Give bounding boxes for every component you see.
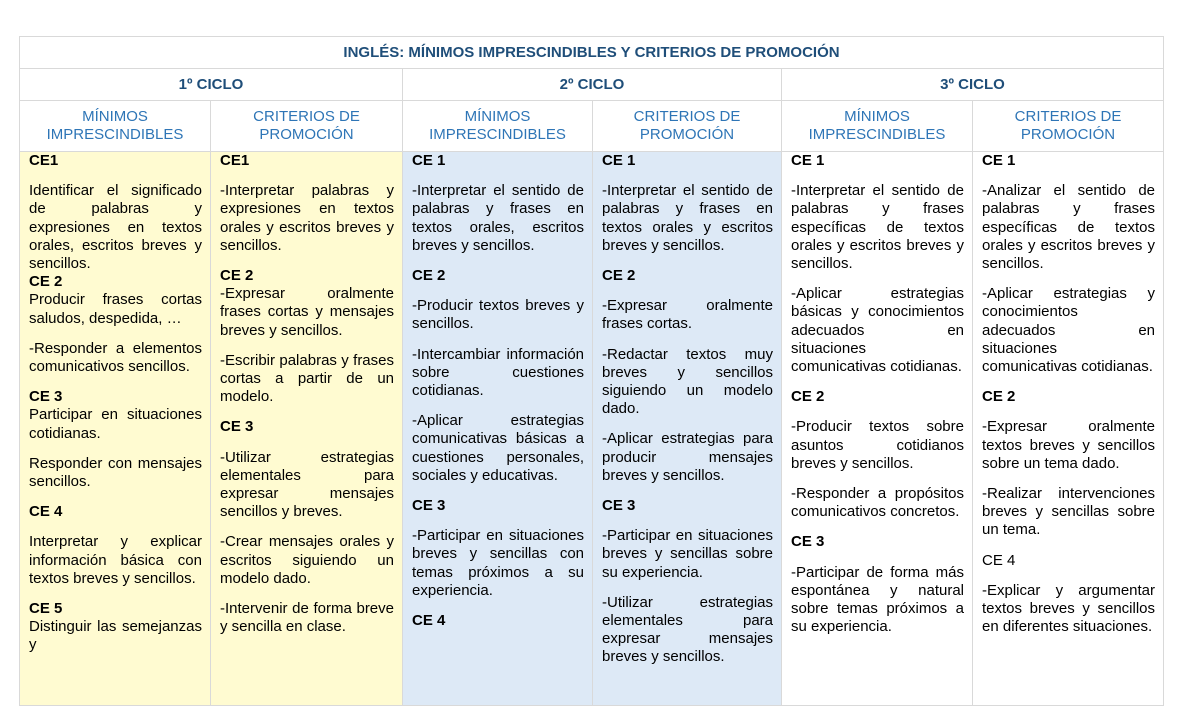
spacer	[412, 485, 584, 497]
spacer	[412, 255, 584, 267]
criterion-heading: CE 2	[982, 388, 1016, 406]
spacer	[982, 376, 1155, 388]
subhead-minimos: MÍNIMOS IMPRESCINDIBLES	[782, 101, 973, 152]
spacer	[220, 340, 394, 352]
spacer	[791, 273, 964, 285]
criterion-text: -Aplicar estrategias comunicativas básicas a cuestiones personales, sociales y educativas.	[412, 412, 584, 484]
criterion-text: -Participar en situaciones breves y sencillas sobre su experiencia.	[602, 527, 773, 581]
criterion-heading: CE 2	[29, 273, 63, 291]
criterion-heading: CE 4	[412, 612, 446, 630]
spacer	[791, 473, 964, 485]
spacer	[602, 285, 773, 297]
criterion-text: Participar en situaciones cotidianas.	[29, 406, 202, 442]
document-title: INGLÉS: MÍNIMOS IMPRESCINDIBLES Y CRITERIOS DE PROMOCIÓN	[20, 37, 1164, 69]
spacer	[29, 521, 202, 533]
criterion-heading: CE 3	[602, 497, 636, 515]
criterion-heading: CE 2	[602, 267, 636, 285]
criterion-heading: CE1	[220, 152, 250, 169]
cell-content	[20, 152, 210, 705]
cycle-1-header: 1º CICLO	[20, 69, 403, 101]
cell-content	[973, 152, 1163, 705]
spacer	[982, 406, 1155, 418]
criterion-heading: CE 4	[982, 551, 1016, 569]
spacer	[29, 491, 202, 503]
criterion-text: -Aplicar estrategias y conocimientos adecuados en situaciones comunicativas cotidianas.	[982, 285, 1156, 376]
spacer	[791, 170, 964, 182]
subhead-criterios: CRITERIOS DE PROMOCIÓN	[211, 101, 403, 152]
criterion-heading: CE 1	[982, 152, 1016, 169]
criterion-text: -Intercambiar información sobre cuestiones cotidianas.	[412, 345, 584, 400]
spacer	[602, 418, 773, 430]
spacer	[602, 485, 773, 497]
criterion-text: -Utilizar estrategias elementales para expresar mensajes breves y sencillos.	[602, 593, 773, 666]
criterion-text: -Realizar intervenciones breves y sencillas sobre un tema.	[982, 485, 1156, 539]
criterion-text: -Interpretar palabras y expresiones en textos orales y escritos breves y sencillos.	[220, 182, 394, 254]
criterion-text: -Analizar el sentido de palabras y frases específicas de textos orales y escritos breves y sencillos.	[982, 182, 1156, 273]
spacer	[220, 437, 394, 449]
criterion-text: -Producir textos breves y sencillos.	[412, 297, 584, 333]
subhead-minimos: MÍNIMOS IMPRESCINDIBLES	[403, 101, 593, 152]
cell-content	[211, 152, 402, 705]
criterion-text: -Responder a propósitos comunicativos concretos.	[791, 485, 964, 521]
spacer	[602, 515, 773, 527]
criterion-text: Distinguir las semejanzas y	[29, 618, 202, 654]
subhead-criterios: CRITERIOS DE PROMOCIÓN	[593, 101, 782, 152]
criterion-heading: CE 3	[220, 418, 254, 436]
cycle-1-minimos-cell	[20, 152, 211, 706]
spacer	[29, 328, 202, 340]
criterion-text: -Participar de forma más espontánea y natural sobre temas próximos a su experiencia.	[791, 563, 964, 636]
spacer	[412, 334, 584, 346]
spacer	[982, 570, 1155, 582]
spacer	[602, 170, 773, 182]
criterion-text: -Interpretar el sentido de palabras y frases en textos orales, escritos breves y sencillos.	[412, 182, 584, 254]
cycle-3-header: 3º CICLO	[782, 69, 1164, 101]
spacer	[220, 521, 394, 533]
spacer	[982, 273, 1155, 285]
spacer	[412, 285, 584, 297]
spacer	[412, 600, 584, 612]
criterion-text: Identificar el significado de palabras y expresiones en textos orales, escritos breves y sencillos.	[29, 182, 202, 273]
criterion-text: -Producir textos sobre asuntos cotidianos breves y sencillos.	[791, 418, 964, 472]
spacer	[982, 540, 1155, 552]
criterion-text: -Aplicar estrategias para producir mensajes breves y sencillos.	[602, 430, 773, 484]
criterion-text: -Crear mensajes orales y escritos siguiendo un modelo dado.	[220, 533, 394, 587]
spacer	[29, 376, 202, 388]
criterion-text: Interpretar y explicar información básica con textos breves y sencillos.	[29, 533, 202, 587]
spacer	[220, 255, 394, 267]
criterion-text: -Responder a elementos comunicativos sencillos.	[29, 339, 202, 376]
criterion-text: Responder con mensajes sencillos.	[29, 454, 202, 491]
criterion-text: -Redactar textos muy breves y sencillos siguiendo un modelo dado.	[602, 345, 773, 418]
spacer	[412, 400, 584, 412]
criterion-heading: CE 5	[29, 600, 63, 618]
spacer	[602, 334, 773, 346]
criterion-heading: CE 2	[220, 267, 254, 285]
spacer	[982, 473, 1155, 485]
spacer	[220, 588, 394, 600]
cycle-2-header: 2º CICLO	[403, 69, 782, 101]
criterion-heading: CE 1	[412, 152, 446, 169]
cell-content	[403, 152, 592, 705]
criterion-text: -Explicar y argumentar textos breves y sencillos en diferentes situaciones.	[982, 581, 1156, 636]
criterion-heading: CE 2	[412, 267, 446, 285]
spacer	[791, 552, 964, 564]
spacer	[602, 255, 773, 267]
criteria-table	[19, 36, 1164, 706]
cycle-2-minimos-cell	[403, 152, 593, 706]
criterion-heading: CE 3	[29, 388, 63, 406]
criterion-heading: CE 2	[791, 388, 825, 406]
cycle-3-minimos-cell	[782, 152, 973, 706]
spacer	[412, 170, 584, 182]
spacer	[29, 170, 202, 182]
spacer	[982, 170, 1155, 182]
criterion-text: -Interpretar el sentido de palabras y frases en textos orales y escritos breves y sencillos.	[602, 182, 773, 254]
criterion-heading: CE 4	[29, 503, 63, 521]
criterion-text: -Utilizar estrategias elementales para expresar mensajes sencillos y breves.	[220, 448, 394, 521]
cycle-2-criterios-cell	[593, 152, 782, 706]
spacer	[29, 443, 202, 455]
criterion-text: -Expresar oralmente frases cortas.	[602, 297, 773, 333]
criterion-heading: CE 3	[412, 497, 446, 515]
spacer	[791, 406, 964, 418]
criterion-text: -Expresar oralmente frases cortas y mensajes breves y sencillos.	[220, 285, 394, 339]
spacer	[791, 521, 964, 533]
criterion-text: Producir frases cortas saludos, despedida, …	[29, 291, 202, 327]
criterion-heading: CE 3	[791, 533, 825, 551]
criterion-text: -Interpretar el sentido de palabras y frases específicas de textos orales y escritos breves y sencillos.	[791, 182, 964, 273]
criterion-text: -Escribir palabras y frases cortas a partir de un modelo.	[220, 351, 394, 406]
criterion-text: -Participar en situaciones breves y sencillas con temas próximos a su experiencia.	[412, 527, 584, 599]
criterion-heading: CE 1	[791, 152, 825, 169]
cycle-3-criterios-cell	[973, 152, 1164, 706]
criterion-text: -Aplicar estrategias básicas y conocimientos adecuados en situaciones comunicativas cotidianas.	[791, 285, 964, 376]
cell-content	[782, 152, 972, 705]
subhead-minimos: MÍNIMOS IMPRESCINDIBLES	[20, 101, 211, 152]
spacer	[412, 515, 584, 527]
criterion-text: -Intervenir de forma breve y sencilla en clase.	[220, 600, 394, 636]
cell-content	[593, 152, 781, 705]
cycle-1-criterios-cell	[211, 152, 403, 706]
spacer	[220, 170, 394, 182]
subhead-criterios: CRITERIOS DE PROMOCIÓN	[973, 101, 1164, 152]
spacer	[220, 406, 394, 418]
criterion-heading: CE 1	[602, 152, 636, 169]
criterion-text: -Expresar oralmente textos breves y sencillos sobre un tema dado.	[982, 418, 1156, 472]
spacer	[29, 588, 202, 600]
spacer	[791, 376, 964, 388]
spacer	[602, 582, 773, 594]
criterion-heading: CE1	[29, 152, 59, 169]
